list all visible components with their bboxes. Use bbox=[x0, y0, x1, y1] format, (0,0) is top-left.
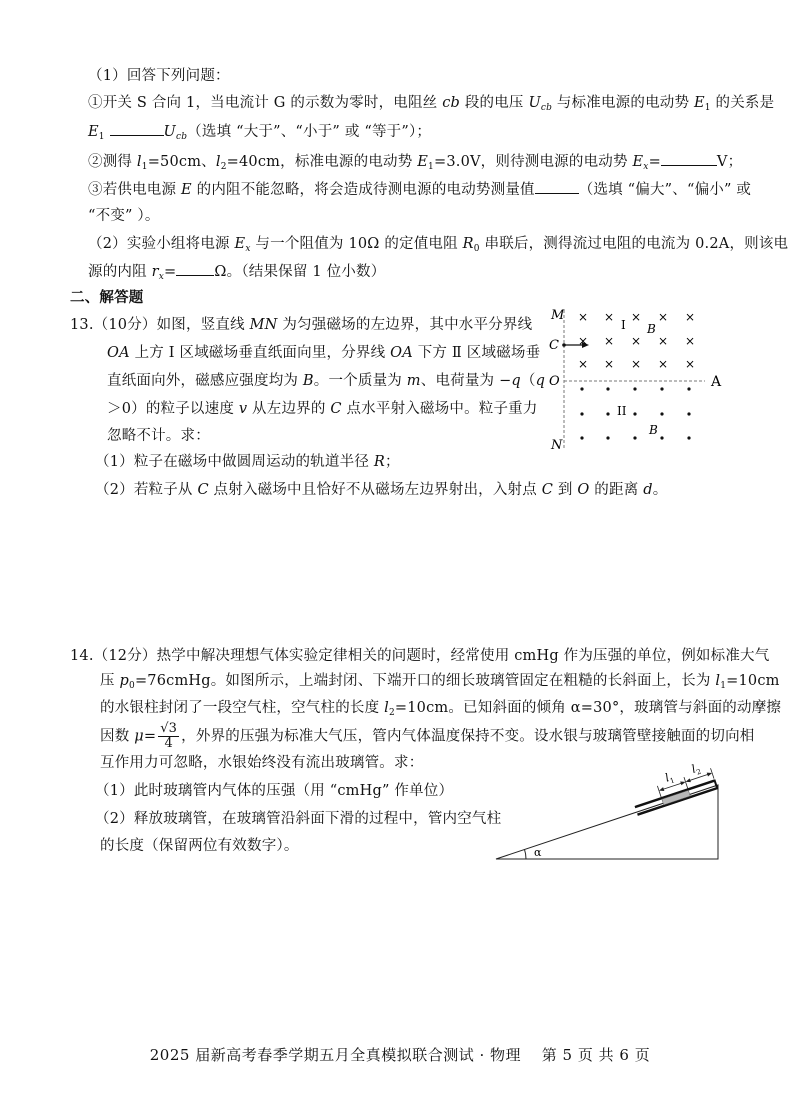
text: = bbox=[164, 264, 177, 280]
text: 段的电压 bbox=[460, 95, 529, 111]
math-OA: OA bbox=[107, 345, 130, 361]
field-out-mark bbox=[606, 412, 609, 415]
fraction-sqrt3-over-4 bbox=[158, 722, 179, 751]
q14-line2 bbox=[100, 671, 780, 696]
text: = bbox=[143, 728, 157, 745]
label-O: O bbox=[549, 374, 560, 389]
question-line-3 bbox=[88, 179, 751, 200]
text: 。 bbox=[652, 482, 668, 498]
math-l: l bbox=[136, 154, 142, 170]
math-C: C bbox=[541, 482, 554, 498]
math-sub: cb bbox=[540, 103, 553, 113]
answer-blank-error[interactable] bbox=[535, 179, 579, 194]
text: （2）若粒子从 bbox=[95, 482, 198, 498]
label-C: C bbox=[549, 338, 559, 353]
text: 、电荷量为 bbox=[420, 373, 500, 389]
text: ①开关 S 合向 1，当电流计 G 的示数为零时，电阻丝 bbox=[88, 95, 443, 111]
field-out-mark bbox=[633, 387, 636, 390]
math-sub: 1 bbox=[704, 103, 711, 113]
label-alpha: α bbox=[534, 846, 542, 859]
field-out-mark bbox=[660, 436, 663, 439]
text: =3.0V，则待测电源的电动势 bbox=[433, 154, 633, 170]
math-O: O bbox=[577, 482, 590, 498]
math-sub: 1 bbox=[720, 681, 727, 691]
subquestion-2-line1 bbox=[88, 234, 788, 259]
math-l: l bbox=[715, 673, 721, 689]
math-C: C bbox=[197, 482, 209, 498]
field-in-mark: × bbox=[604, 334, 615, 348]
math-sub: 1 bbox=[428, 162, 434, 172]
math-q: q bbox=[535, 373, 546, 389]
text: 13.（10分）如图，竖直线 bbox=[70, 317, 250, 333]
field-in-mark: × bbox=[685, 310, 696, 324]
text: （选填 “大于”、“小于” 或 “等于”）； bbox=[187, 124, 432, 140]
math-sub: cb bbox=[175, 132, 188, 142]
q14-sub2: （2）释放玻璃管，在玻璃管沿斜面下滑的过程中，管内空气柱 bbox=[95, 811, 502, 827]
text: （1）粒子在磁场中做圆周运动的轨道半径 bbox=[95, 454, 374, 470]
math-U: U bbox=[163, 124, 176, 140]
text: V； bbox=[716, 154, 743, 170]
text: 与一个阻值为 10Ω 的定值电阻 bbox=[250, 236, 463, 252]
text: Ω。（结果保留 1 位小数） bbox=[214, 264, 386, 280]
math-sub: 0 bbox=[473, 244, 480, 254]
magnetic-field-figure bbox=[540, 300, 740, 460]
math-E: E bbox=[693, 95, 705, 111]
text: 下方 Ⅱ 区域磁场垂 bbox=[412, 345, 541, 361]
text: 从左边界的 bbox=[247, 401, 331, 417]
q14-sub1: （1）此时玻璃管内气体的压强（用 “cmHg” 作单位） bbox=[95, 783, 454, 799]
math-mu: μ bbox=[134, 728, 144, 745]
math-sub: x bbox=[158, 272, 165, 282]
q13-line1 bbox=[70, 315, 532, 335]
text: =76cmHg。如图所示，上端封闭、下端开口的细长玻璃管固定在粗糙的长斜面上，长为 bbox=[134, 673, 716, 689]
question-line-3b: “不变” ）。 bbox=[88, 208, 160, 224]
math-E: E bbox=[417, 154, 429, 170]
math-R: R bbox=[373, 454, 385, 470]
math-sub: 1 bbox=[141, 162, 148, 172]
q14-line1: 14.（12分）热学中解决理想气体实验定律相关的问题时，经常使用 cmHg 作为压强的单位，例如标准大气 bbox=[70, 648, 770, 664]
math-E: E bbox=[234, 236, 246, 252]
text: =40cm，标准电源的电动势 bbox=[226, 154, 418, 170]
label-region-I: I bbox=[621, 318, 626, 332]
text: ②测得 bbox=[88, 154, 137, 170]
field-out-mark bbox=[606, 387, 609, 390]
text: （ bbox=[520, 373, 536, 389]
field-out-mark bbox=[580, 387, 583, 390]
math-m: m bbox=[406, 373, 421, 389]
q14-line3 bbox=[100, 698, 781, 723]
math-MN: MN bbox=[249, 317, 278, 333]
math-cb: cb bbox=[442, 95, 461, 111]
text: 源的内阻 bbox=[88, 264, 152, 280]
label-N: N bbox=[551, 438, 563, 453]
math-r: r bbox=[151, 264, 159, 280]
angle-arc bbox=[525, 850, 527, 860]
text: 点水平射入磁场中。粒子重力 bbox=[341, 401, 538, 417]
incline-tube-figure bbox=[490, 750, 730, 870]
text: 上方 Ⅰ 区域磁场垂直纸面向里，分界线 bbox=[129, 345, 391, 361]
field-in-mark: × bbox=[658, 334, 669, 348]
field-out-of-page-marks bbox=[580, 387, 690, 439]
label-B2: B bbox=[649, 423, 658, 437]
math-R: R bbox=[462, 236, 474, 252]
text: 的内阻不能忽略，将会造成待测电源的电动势测量值 bbox=[191, 182, 535, 198]
page-footer: 2025 届新高考春季学期五月全真模拟联合测试 · 物理 第 5 页 共 6 页 bbox=[149, 1046, 651, 1064]
field-in-mark: × bbox=[604, 357, 615, 371]
text: 直纸面向外，磁感应强度均为 bbox=[107, 373, 303, 389]
q13-sub1 bbox=[95, 452, 400, 472]
text: 压 bbox=[100, 673, 120, 689]
text: ，外界的压强为标准大气压，管内气体温度保持不变。设水银与玻璃管壁接触面的切向相 bbox=[181, 728, 755, 745]
field-in-mark: × bbox=[685, 357, 696, 371]
dim-tick bbox=[684, 777, 688, 788]
field-in-mark: × bbox=[631, 334, 642, 348]
field-out-mark bbox=[660, 387, 663, 390]
fraction-numerator: √3 bbox=[160, 721, 178, 736]
field-in-mark: × bbox=[685, 334, 696, 348]
question-line-2 bbox=[88, 151, 742, 177]
label-B1: B bbox=[647, 322, 656, 336]
text: =50cm、 bbox=[147, 154, 216, 170]
field-out-mark bbox=[687, 387, 690, 390]
q14-line4 bbox=[100, 722, 754, 751]
field-in-mark: × bbox=[578, 334, 589, 348]
text: 与标准电源的电动势 bbox=[552, 95, 694, 111]
math-E: E bbox=[632, 154, 644, 170]
math-sub: x bbox=[643, 162, 649, 172]
field-out-mark bbox=[580, 436, 583, 439]
field-in-mark: × bbox=[631, 357, 642, 371]
section-title: 二、解答题 bbox=[70, 289, 144, 306]
field-in-mark: × bbox=[604, 310, 615, 324]
q13-line3 bbox=[107, 371, 545, 391]
text: ； bbox=[384, 454, 400, 470]
text: 到 bbox=[553, 482, 578, 498]
dim-tick bbox=[657, 786, 661, 797]
q13-line5: 忽略不计。求： bbox=[107, 428, 210, 444]
math-sub: 0 bbox=[129, 681, 135, 691]
answer-blank-emf[interactable] bbox=[661, 151, 717, 166]
math-OA: OA bbox=[390, 345, 413, 361]
text: ③若供电电源 bbox=[88, 182, 182, 198]
field-in-mark: × bbox=[578, 310, 589, 324]
math-B: B bbox=[302, 373, 314, 389]
text: =10cm。已知斜面的倾角 α=30°，玻璃管与斜面的动摩擦 bbox=[394, 700, 782, 716]
fraction-denominator: 4 bbox=[164, 736, 173, 751]
math-E: E bbox=[88, 124, 99, 140]
math-l: l bbox=[384, 700, 389, 716]
text: （2）实验小组将电源 bbox=[88, 236, 235, 252]
math-d: d bbox=[643, 482, 653, 498]
subquestion-1-heading: （1）回答下列问题： bbox=[88, 68, 230, 84]
question-line-1b bbox=[88, 121, 431, 147]
text: 的距离 bbox=[589, 482, 644, 498]
label-A: A bbox=[711, 374, 722, 390]
text: （选填 “偏大”、“偏小” 或 bbox=[578, 182, 752, 198]
math-sub: 2 bbox=[220, 162, 227, 172]
subquestion-2-line2 bbox=[88, 261, 385, 287]
answer-blank-resistance[interactable] bbox=[176, 261, 214, 276]
text: 为匀强磁场的左边界，其中水平分界线 bbox=[277, 317, 533, 333]
text: 串联后，测得流过电阻的电流为 0.2A，则该电 bbox=[479, 236, 789, 252]
text: 的关系是 bbox=[710, 95, 775, 111]
label-region-II: II bbox=[617, 404, 627, 418]
label-l1: $l_1$ bbox=[663, 771, 676, 786]
answer-blank-relation[interactable] bbox=[110, 121, 164, 136]
label-M: M bbox=[551, 308, 565, 323]
question-line-1a bbox=[88, 93, 774, 118]
field-out-mark bbox=[687, 436, 690, 439]
math-U: U bbox=[528, 95, 541, 111]
math-sub: 2 bbox=[388, 708, 395, 718]
math-minus-q: −q bbox=[499, 373, 521, 389]
text: 因数 bbox=[100, 728, 135, 745]
field-out-mark bbox=[633, 412, 636, 415]
field-out-mark bbox=[687, 412, 690, 415]
q14-sub2-cont: 的长度（保留两位有效数字）。 bbox=[100, 838, 299, 854]
math-l: l bbox=[215, 154, 221, 170]
text: =10cm bbox=[726, 673, 780, 689]
field-into-page-marks bbox=[578, 310, 695, 371]
q13-line4 bbox=[107, 399, 538, 419]
math-E: E bbox=[181, 182, 192, 198]
field-in-mark: × bbox=[658, 310, 669, 324]
math-sub: x bbox=[245, 244, 251, 254]
field-in-mark: × bbox=[658, 357, 669, 371]
field-out-mark bbox=[633, 436, 636, 439]
math-v: v bbox=[238, 401, 248, 417]
text: 点射入磁场中且恰好不从磁场左边界射出，入射点 bbox=[208, 482, 542, 498]
field-out-mark bbox=[606, 436, 609, 439]
field-out-mark bbox=[660, 412, 663, 415]
field-out-mark bbox=[580, 412, 583, 415]
text: 。一个质量为 bbox=[313, 373, 407, 389]
q13-sub2 bbox=[95, 480, 667, 500]
math-p: p bbox=[119, 673, 129, 689]
q14-line5: 互作用力可忽略，水银始终没有流出玻璃管。求： bbox=[100, 755, 424, 771]
math-sub: 1 bbox=[98, 132, 105, 142]
text: ＞0）的粒子以速度 bbox=[107, 401, 239, 417]
math-C: C bbox=[330, 401, 342, 417]
label-l2: $l_2$ bbox=[689, 762, 703, 777]
field-in-mark: × bbox=[631, 310, 642, 324]
field-in-mark: × bbox=[578, 357, 589, 371]
text: = bbox=[648, 154, 661, 170]
text: 的水银柱封闭了一段空气柱，空气柱的长度 bbox=[100, 700, 385, 716]
q13-line2 bbox=[107, 343, 540, 363]
